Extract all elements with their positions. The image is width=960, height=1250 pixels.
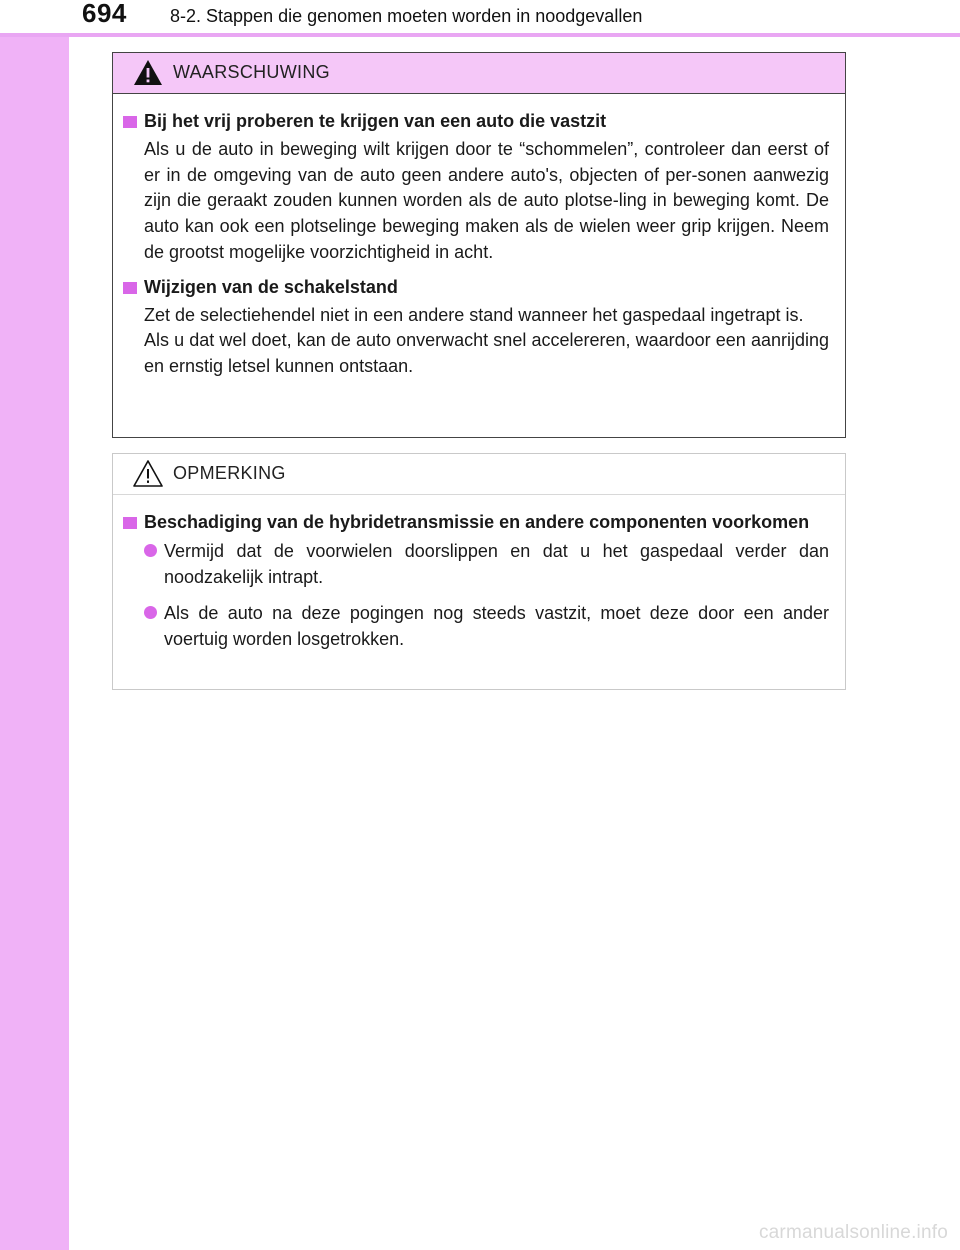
note-bullet: Als de auto na deze pogingen nog steeds vastzit, moet deze door een ander voertuig worden losgetrokken.	[144, 600, 829, 652]
round-bullet-icon	[144, 606, 157, 619]
header-rule	[0, 33, 960, 37]
watermark: carmanualsonline.info	[758, 1222, 948, 1243]
warning-triangle-filled-icon	[133, 58, 163, 86]
section-title: 8-2. Stappen die genomen moeten worden in noodgevallen	[170, 6, 643, 26]
note-bullet: Vermijd dat de voorwielen doorslippen en dat u het gaspedaal verder dan noodzakelijk intrapt.	[144, 538, 829, 590]
note-box	[112, 453, 846, 690]
warning-triangle-outline-icon	[133, 459, 163, 487]
warning-box-header	[113, 53, 845, 94]
square-bullet-icon	[123, 282, 137, 294]
warning-item-title: Bij het vrij proberen te krijgen van een auto die vastzit	[123, 110, 829, 133]
square-bullet-icon	[123, 517, 137, 529]
page-header	[0, 0, 960, 33]
note-box-body	[113, 495, 845, 652]
warning-paragraph: Als u de auto in beweging wilt krijgen door te “schommelen”, controleer dan eerst of er in de omgeving van de auto geen andere auto's, objecten of per-sonen aanwezig zijn die geraakt zouden kunnen worden als de auto plotse-ling in beweging komt. De auto kan ook een plotselinge beweging maken als de wielen weer grip krijgen. Neem de grootst mogelijke voorzichtigheid in acht.	[144, 139, 829, 262]
warning-box	[112, 52, 846, 438]
square-bullet-icon	[123, 116, 137, 128]
round-bullet-icon	[144, 544, 157, 557]
warning-box-body	[113, 94, 845, 380]
note-label: OPMERKING	[173, 463, 286, 483]
side-color-band	[0, 0, 69, 1250]
note-item-title: Beschadiging van de hybridetransmissie en andere componenten voorkomen	[123, 511, 829, 534]
note-box-header	[113, 454, 845, 495]
warning-paragraph: Als u dat wel doet, kan de auto onverwacht snel accelereren, waardoor een aanrijding en ernstig letsel kunnen ontstaan.	[144, 330, 829, 376]
warning-label: WAARSCHUWING	[173, 62, 330, 82]
page-number: 694	[82, 0, 127, 28]
warning-item-title: Wijzigen van de schakelstand	[123, 276, 829, 299]
warning-paragraph: Zet de selectiehendel niet in een andere stand wanneer het gaspedaal ingetrapt is.	[144, 304, 804, 325]
